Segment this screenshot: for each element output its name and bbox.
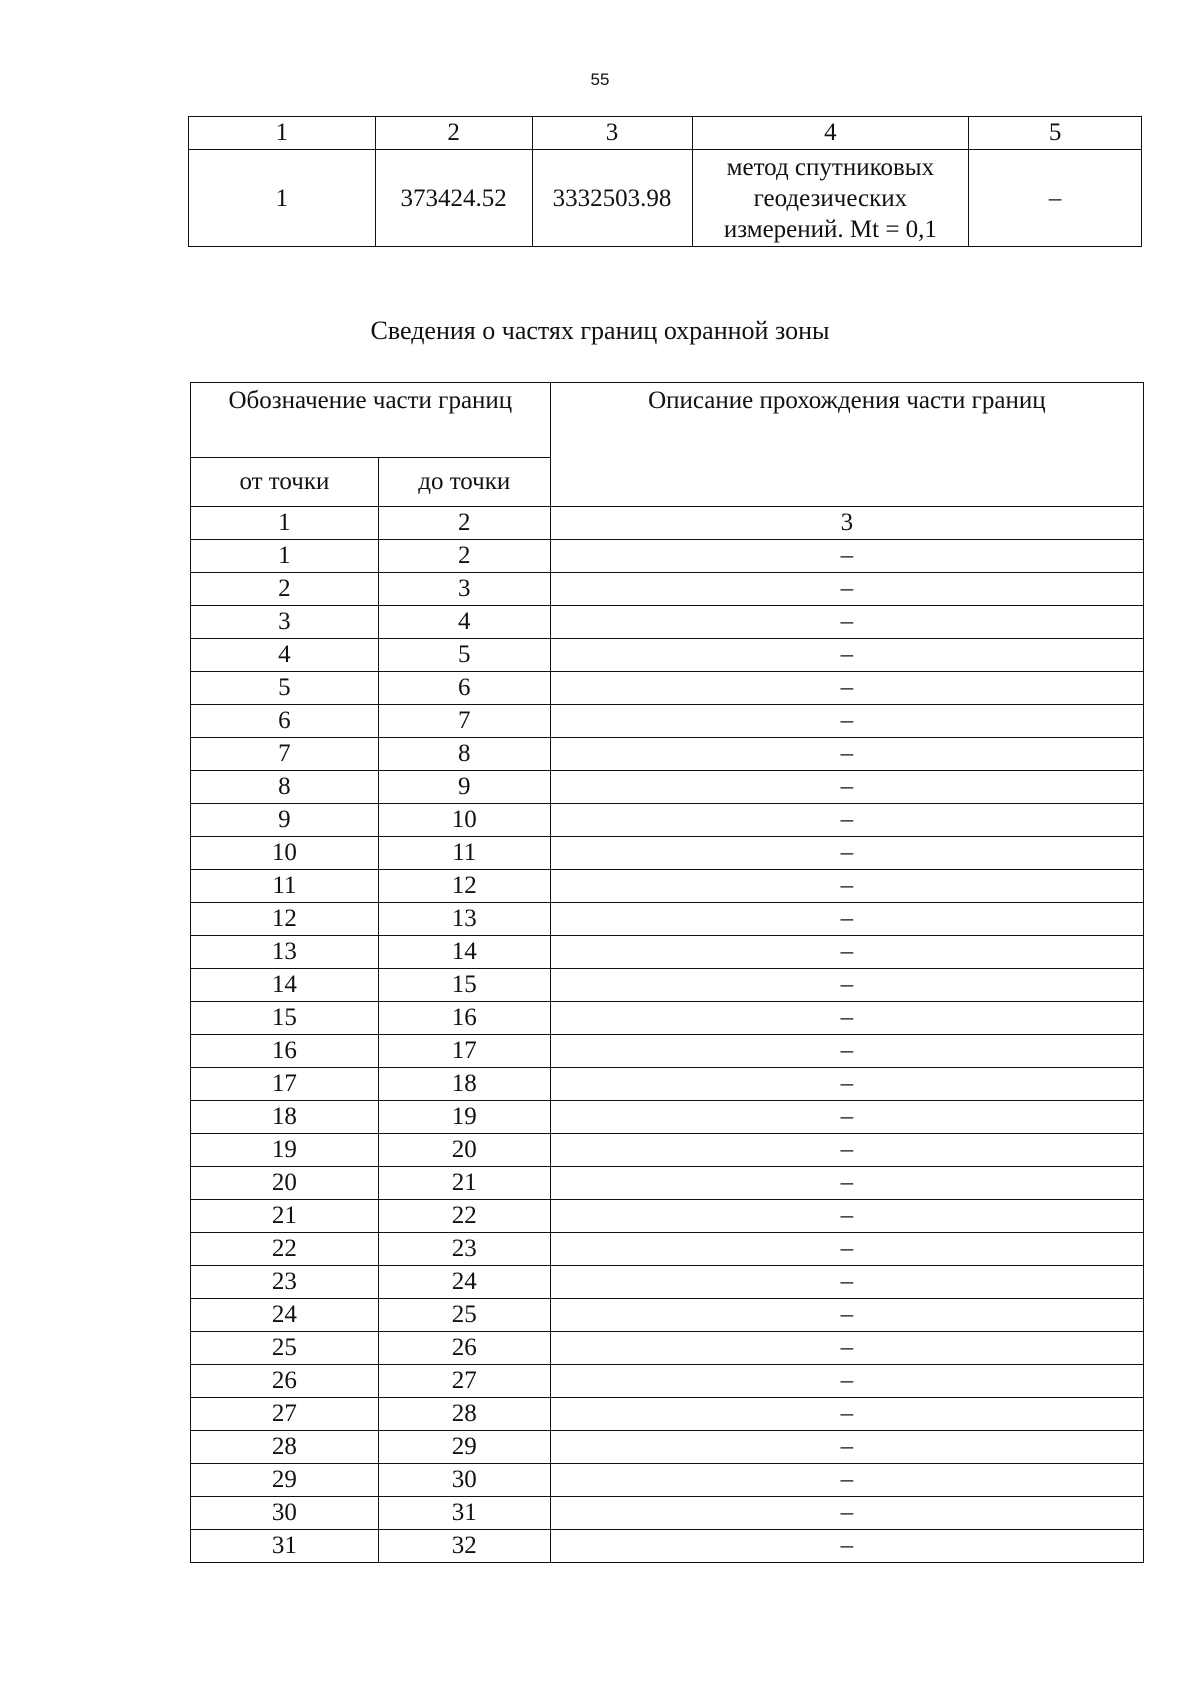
- table-row: [191, 1497, 1144, 1530]
- description-cell: –: [550, 1497, 1143, 1530]
- description-cell: –: [550, 1266, 1143, 1299]
- from-point-cell: 29: [191, 1464, 379, 1497]
- from-point-cell: 3: [191, 606, 379, 639]
- table-row: [191, 1101, 1144, 1134]
- coordinate-y: 3332503.98: [532, 150, 692, 247]
- description-cell: –: [550, 1332, 1143, 1365]
- point-description: –: [969, 150, 1142, 247]
- column-number: 2: [375, 117, 532, 150]
- table-row: [191, 1398, 1144, 1431]
- description-cell: –: [550, 1002, 1143, 1035]
- table-row: [191, 540, 1144, 573]
- column-number: 5: [969, 117, 1142, 150]
- column-number: 3: [550, 507, 1143, 540]
- from-point-cell: 13: [191, 936, 379, 969]
- description-cell: –: [550, 1200, 1143, 1233]
- to-point-cell: 20: [378, 1134, 550, 1167]
- to-point-cell: 7: [378, 705, 550, 738]
- table-row: [191, 738, 1144, 771]
- from-point-cell: 15: [191, 1002, 379, 1035]
- column-number: 3: [532, 117, 692, 150]
- from-point-cell: 31: [191, 1530, 379, 1563]
- from-point-cell: 4: [191, 639, 379, 672]
- table-row: [191, 1167, 1144, 1200]
- from-point-cell: 5: [191, 672, 379, 705]
- table-row: [191, 969, 1144, 1002]
- table-row: [191, 771, 1144, 804]
- description-header: Описание прохождения части границ: [550, 383, 1143, 507]
- description-cell: –: [550, 936, 1143, 969]
- to-point-cell: 27: [378, 1365, 550, 1398]
- table-row: [191, 870, 1144, 903]
- description-cell: –: [550, 1398, 1143, 1431]
- from-point-cell: 26: [191, 1365, 379, 1398]
- from-point-cell: 18: [191, 1101, 379, 1134]
- description-cell: –: [550, 1035, 1143, 1068]
- to-point-cell: 23: [378, 1233, 550, 1266]
- table-row: [191, 573, 1144, 606]
- column-number: 4: [692, 117, 969, 150]
- coordinates-header-row: [189, 117, 1142, 150]
- from-point-cell: 16: [191, 1035, 379, 1068]
- to-point-cell: 2: [378, 540, 550, 573]
- from-point-cell: 30: [191, 1497, 379, 1530]
- from-point-cell: 7: [191, 738, 379, 771]
- method-cell: [692, 150, 969, 247]
- table-row: [191, 1299, 1144, 1332]
- description-cell: –: [550, 672, 1143, 705]
- parts-header-row: [191, 383, 1144, 458]
- to-point-cell: 25: [378, 1299, 550, 1332]
- from-point-cell: 9: [191, 804, 379, 837]
- to-point-cell: 6: [378, 672, 550, 705]
- description-cell: –: [550, 573, 1143, 606]
- table-row: [191, 837, 1144, 870]
- description-cell: –: [550, 837, 1143, 870]
- page-number: 55: [590, 70, 610, 89]
- table-row: [191, 1431, 1144, 1464]
- table-row: [191, 1233, 1144, 1266]
- column-number: 1: [189, 117, 376, 150]
- description-cell: –: [550, 639, 1143, 672]
- to-point-cell: 4: [378, 606, 550, 639]
- table-row: [191, 1035, 1144, 1068]
- from-point-cell: 22: [191, 1233, 379, 1266]
- table-row: [191, 1134, 1144, 1167]
- parts-table-body: [191, 507, 1144, 1563]
- to-point-header: до точки: [378, 458, 550, 507]
- to-point-cell: 24: [378, 1266, 550, 1299]
- to-point-cell: 11: [378, 837, 550, 870]
- to-point-cell: 8: [378, 738, 550, 771]
- description-cell: –: [550, 705, 1143, 738]
- table-row: [191, 1266, 1144, 1299]
- description-cell: –: [550, 1431, 1143, 1464]
- table-row: [191, 1200, 1144, 1233]
- to-point-cell: 19: [378, 1101, 550, 1134]
- table-row: [191, 1002, 1144, 1035]
- coordinate-x: 373424.52: [375, 150, 532, 247]
- from-point-cell: 21: [191, 1200, 379, 1233]
- description-cell: –: [550, 1233, 1143, 1266]
- from-point-cell: 20: [191, 1167, 379, 1200]
- to-point-cell: 18: [378, 1068, 550, 1101]
- method-line: измерений. Mt = 0,1: [723, 215, 937, 243]
- section-title: Сведения о частях границ охранной зоны: [370, 316, 830, 345]
- to-point-cell: 14: [378, 936, 550, 969]
- description-cell: –: [550, 1365, 1143, 1398]
- table-row: [191, 903, 1144, 936]
- from-point-cell: 12: [191, 903, 379, 936]
- to-point-cell: 12: [378, 870, 550, 903]
- table-row: [191, 1365, 1144, 1398]
- designation-header: Обозначение части границ: [191, 383, 551, 458]
- from-point-header: от точки: [191, 458, 379, 507]
- table-row: [191, 804, 1144, 837]
- to-point-cell: 5: [378, 639, 550, 672]
- boundary-parts-table: [190, 382, 1144, 1563]
- to-point-cell: 15: [378, 969, 550, 1002]
- table-row: [191, 1068, 1144, 1101]
- table-row: [191, 1464, 1144, 1497]
- to-point-cell: 21: [378, 1167, 550, 1200]
- to-point-cell: 16: [378, 1002, 550, 1035]
- table-row: [191, 705, 1144, 738]
- from-point-cell: 2: [191, 573, 379, 606]
- description-cell: –: [550, 1101, 1143, 1134]
- from-point-cell: 19: [191, 1134, 379, 1167]
- description-cell: –: [550, 870, 1143, 903]
- description-cell: –: [550, 804, 1143, 837]
- column-number: 1: [191, 507, 379, 540]
- to-point-cell: 17: [378, 1035, 550, 1068]
- table-row: [191, 639, 1144, 672]
- description-cell: –: [550, 1299, 1143, 1332]
- method-line: геодезических: [753, 184, 908, 212]
- coordinates-row: [189, 150, 1142, 247]
- description-cell: –: [550, 1134, 1143, 1167]
- description-cell: –: [550, 903, 1143, 936]
- from-point-cell: 11: [191, 870, 379, 903]
- to-point-cell: 29: [378, 1431, 550, 1464]
- description-cell: –: [550, 606, 1143, 639]
- to-point-cell: 30: [378, 1464, 550, 1497]
- to-point-cell: 3: [378, 573, 550, 606]
- description-cell: –: [550, 540, 1143, 573]
- from-point-cell: 17: [191, 1068, 379, 1101]
- to-point-cell: 32: [378, 1530, 550, 1563]
- description-cell: –: [550, 771, 1143, 804]
- from-point-cell: 8: [191, 771, 379, 804]
- method-line: метод спутниковых: [726, 153, 935, 181]
- from-point-cell: 1: [191, 540, 379, 573]
- point-number: 1: [189, 150, 376, 247]
- from-point-cell: 23: [191, 1266, 379, 1299]
- to-point-cell: 26: [378, 1332, 550, 1365]
- to-point-cell: 10: [378, 804, 550, 837]
- description-cell: –: [550, 1167, 1143, 1200]
- from-point-cell: 14: [191, 969, 379, 1002]
- to-point-cell: 22: [378, 1200, 550, 1233]
- from-point-cell: 27: [191, 1398, 379, 1431]
- to-point-cell: 31: [378, 1497, 550, 1530]
- from-point-cell: 6: [191, 705, 379, 738]
- table-row: [191, 606, 1144, 639]
- table-row: [191, 1530, 1144, 1563]
- column-number: 2: [378, 507, 550, 540]
- description-cell: –: [550, 1530, 1143, 1563]
- table-row: [191, 1332, 1144, 1365]
- description-cell: –: [550, 1464, 1143, 1497]
- description-cell: –: [550, 969, 1143, 1002]
- to-point-cell: 28: [378, 1398, 550, 1431]
- to-point-cell: 9: [378, 771, 550, 804]
- table-row: [191, 936, 1144, 969]
- description-cell: –: [550, 1068, 1143, 1101]
- from-point-cell: 10: [191, 837, 379, 870]
- table-row: [191, 672, 1144, 705]
- from-point-cell: 24: [191, 1299, 379, 1332]
- from-point-cell: 28: [191, 1431, 379, 1464]
- coordinates-table: [188, 116, 1142, 247]
- column-numbers-row: [191, 507, 1144, 540]
- from-point-cell: 25: [191, 1332, 379, 1365]
- description-cell: –: [550, 738, 1143, 771]
- to-point-cell: 13: [378, 903, 550, 936]
